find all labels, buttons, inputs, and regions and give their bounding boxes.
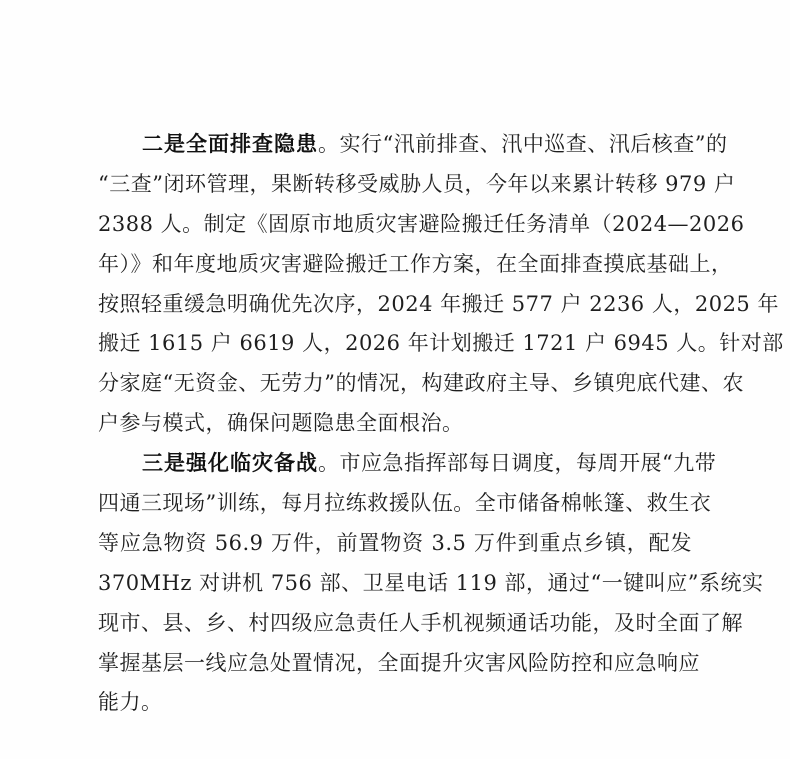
paragraph-2-line-2: 四通三现场”训练，每月拉练救援队伍。全市储备棉帐篷、救生衣 [98, 491, 712, 516]
paragraph-2-line-6: 掌握基层一线应急处置情况，全面提升灾害风险防控和应急响应 [98, 650, 700, 675]
paragraph-1-line-4: 年）》和年度地质灾害避险搬迁工作方案，在全面排查摸底基础上， [98, 251, 733, 276]
paragraph-1-heading: 二是全面排查隐患 [142, 132, 318, 156]
document-body [98, 125, 784, 723]
paragraph-2-line-7: 能力。 [98, 690, 163, 715]
paragraph-1-line-6: 搬迁 1615 户 6619 人，2026 年计划搬迁 1721 户 6945 人。针对部 [98, 331, 784, 356]
paragraph-2-text: 。市应急指挥部每日调度，每周开展“九带 [318, 451, 717, 476]
paragraph-1-line-1 [98, 125, 728, 165]
paragraph-2-heading: 三是强化临灾备战 [142, 451, 318, 476]
paragraph-1-line-3: 2388 人。制定《固原市地质灾害避险搬迁任务清单（2024—2026 [98, 211, 745, 236]
paragraph-1-line-8: 户参与模式，确保问题隐患全面根治。 [98, 411, 464, 436]
paragraph-2-line-4: 370MHz 对讲机 756 部、卫星电话 119 部，通过“一键叫应”系统实 [98, 570, 764, 595]
paragraph-1-line-2: “三查”闭环管理，果断转移受威胁人员，今年以来累计转移 979 户 [98, 171, 736, 196]
paragraph-1-line-7: 分家庭“无资金、无劳力”的情况，构建政府主导、乡镇兜底代建、农 [98, 371, 744, 396]
paragraph-2-line-5: 现市、县、乡、村四级应急责任人手机视频通话功能，及时全面了解 [98, 610, 743, 635]
paragraph-1-text: 。实行“汛前排查、汛中巡查、汛后核查”的 [318, 132, 728, 156]
paragraph-1-line-5: 按照轻重缓急明确优先次序，2024 年搬迁 577 户 2236 人，2025 年 [98, 291, 779, 316]
paragraph-2-line-1 [98, 444, 717, 484]
paragraph-2-line-3: 等应急物资 56.9 万件，前置物资 3.5 万件到重点乡镇，配发 [98, 530, 692, 555]
